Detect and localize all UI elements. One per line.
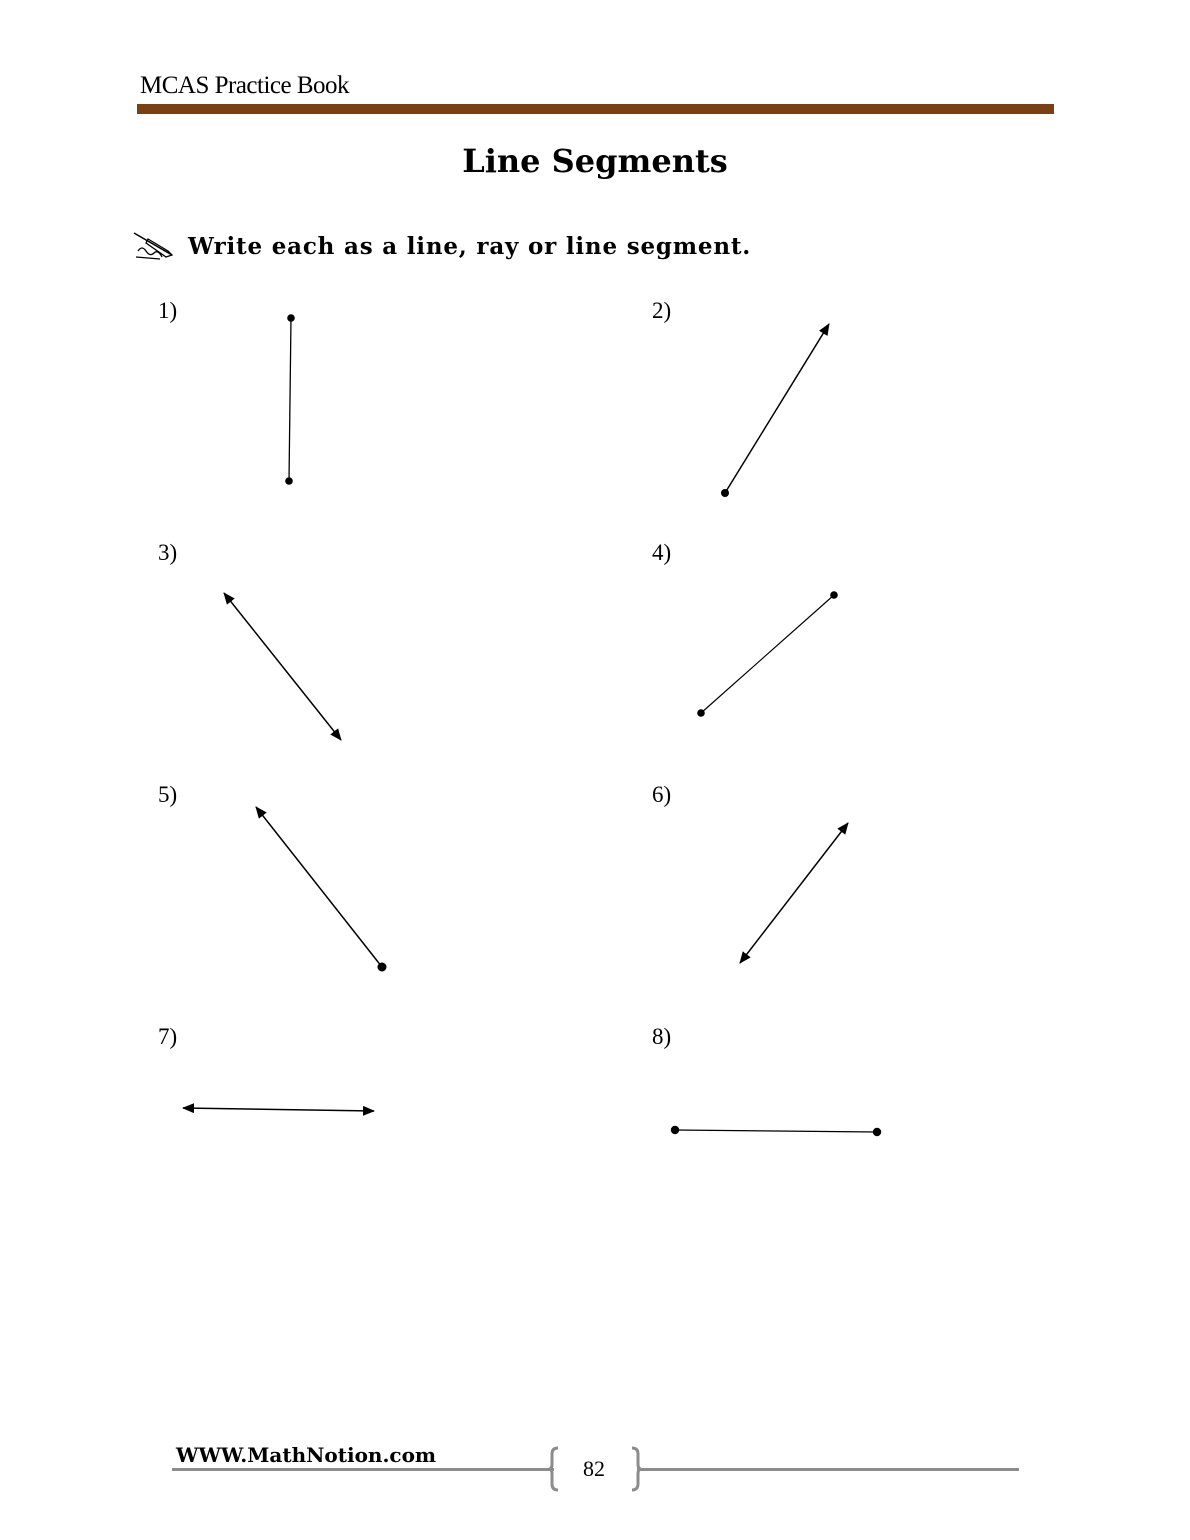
question-number-5: 5): [158, 782, 178, 807]
left-brace-icon: [548, 1446, 562, 1492]
figure-4-line-segment: [697, 591, 838, 717]
figure-3-line: [224, 593, 341, 740]
figure-5-ray: [256, 807, 387, 972]
figure-2-ray: [721, 324, 829, 497]
footer-website: WWW.MathNotion.com: [176, 1443, 437, 1467]
footer-rule-left: [172, 1468, 554, 1471]
header-title: MCAS Practice Book: [140, 72, 350, 99]
question-number-3: 3): [158, 540, 178, 565]
question-number-7: 7): [158, 1024, 178, 1049]
question-number-2: 2): [652, 298, 672, 323]
question-number-1: 1): [158, 298, 178, 323]
question-number-4: 4): [652, 540, 672, 565]
right-brace-icon: [628, 1446, 642, 1492]
footer-rule-right: [637, 1468, 1019, 1471]
figure-1-line-segment: [285, 314, 295, 485]
figure-8-line-segment: [671, 1126, 881, 1136]
figure-6-line: [740, 823, 848, 963]
figure-7-line: [183, 1108, 374, 1111]
question-number-6: 6): [652, 782, 672, 807]
page-number: 82: [583, 1456, 605, 1481]
instruction-text: Write each as a line, ray or line segment.: [188, 232, 752, 260]
question-number-8: 8): [652, 1024, 672, 1049]
page-title: Line Segments: [462, 142, 728, 180]
